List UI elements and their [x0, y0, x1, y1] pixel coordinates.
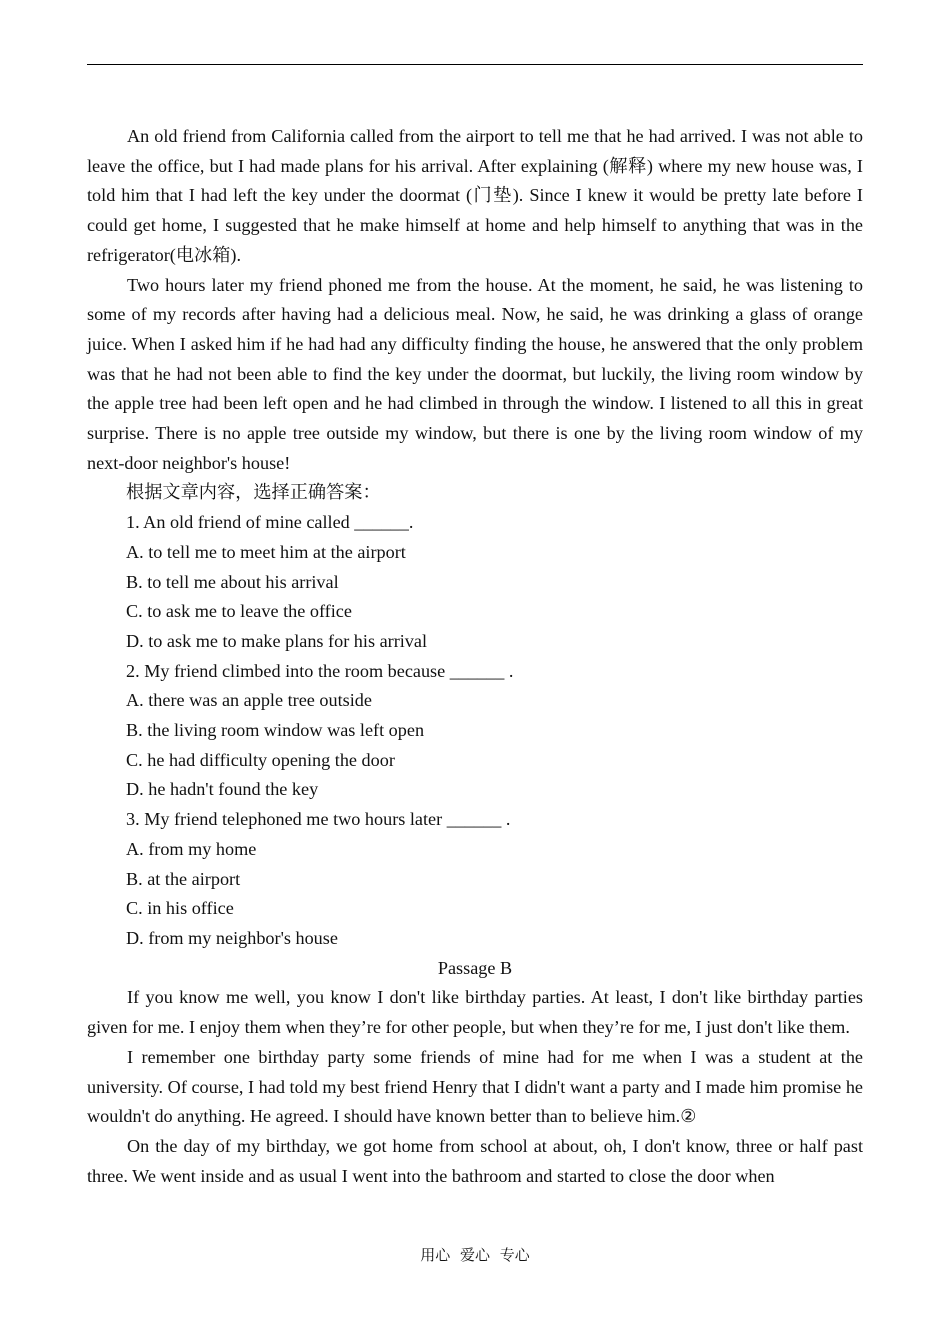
question-2-option-c: C. he had difficulty opening the door: [126, 749, 395, 770]
passage-a-paragraph-2: Two hours later my friend phoned me from the house. At the moment, he said, he was listening to some of my records after having had a delicious meal. Now, he said, he was drinking a glass of orange juice. When I asked him if he had had any difficulty finding the house, he answered that the only problem was that he had not been able to find the key under the doormat, but luckily, the living room window by the apple tree had been left open and he had climbed in through the window. I listened to all this in great surprise. There is no apple tree outside my window, but there is one by the living room window of my next-door neighbor's house!: [87, 274, 863, 473]
question-1-stem: 1. An old friend of mine called ______.: [126, 512, 414, 533]
question-3-stem: 3. My friend telephoned me two hours later ______ .: [126, 809, 511, 830]
question-2-stem: 2. My friend climbed into the room because ______ .: [126, 660, 514, 681]
question-3-option-a: A. from my home: [126, 838, 257, 859]
question-1-option-d: D. to ask me to make plans for his arrival: [126, 630, 428, 651]
question-3-option-d: D. from my neighbor's house: [126, 927, 338, 948]
question-1-option-c: C. to ask me to leave the office: [126, 601, 352, 622]
passage-b-paragraph-1: If you know me well, you know I don't like birthday parties. At least, I don't like birthday parties given for me. I enjoy them when they’re for other people, but when they’re for me, I just don't like them.: [87, 987, 863, 1038]
question-1-option-b: B. to tell me about his arrival: [126, 571, 339, 592]
header-rule: [87, 64, 863, 65]
passage-a-paragraph-1: An old friend from California called from the airport to tell me that he had arrived. I was not able to leave the office, but I had made plans for his arrival. After explaining (解释) where my new house was, I told him that I had left the key under the doormat (门垫). Since I knew it would be pretty late before I could get home, I suggested that he make himself at home and help himself to anything that was in the refrigerator(电冰箱).: [87, 126, 863, 265]
passage-b-paragraph-2: I remember one birthday party some friends of mine had for me when I was a student at the university. Of course, I had told my best friend Henry that I didn't want a party and I made him promise he wouldn't do anything. He agreed. I should have known better than to believe him.②: [87, 1046, 863, 1127]
question-2-option-a: A. there was an apple tree outside: [126, 690, 372, 711]
instruction: 根据文章内容，选择正确答案：: [126, 482, 381, 503]
question-2-option-d: D. he hadn't found the key: [126, 779, 319, 800]
document-body: [87, 122, 863, 1191]
question-3-option-b: B. at the airport: [126, 868, 241, 889]
page-footer: 用心 爱心 专心: [420, 1248, 530, 1264]
question-1-option-a: A. to tell me to meet him at the airport: [126, 541, 406, 562]
question-3-option-c: C. in his office: [126, 898, 234, 919]
passage-b-paragraph-3: On the day of my birthday, we got home from school at about, oh, I don't know, three or half past three. We went inside and as usual I went into the bathroom and started to close the door when: [87, 1135, 863, 1186]
question-2-option-b: B. the living room window was left open: [126, 720, 425, 741]
passage-b-title: Passage B: [437, 957, 513, 978]
